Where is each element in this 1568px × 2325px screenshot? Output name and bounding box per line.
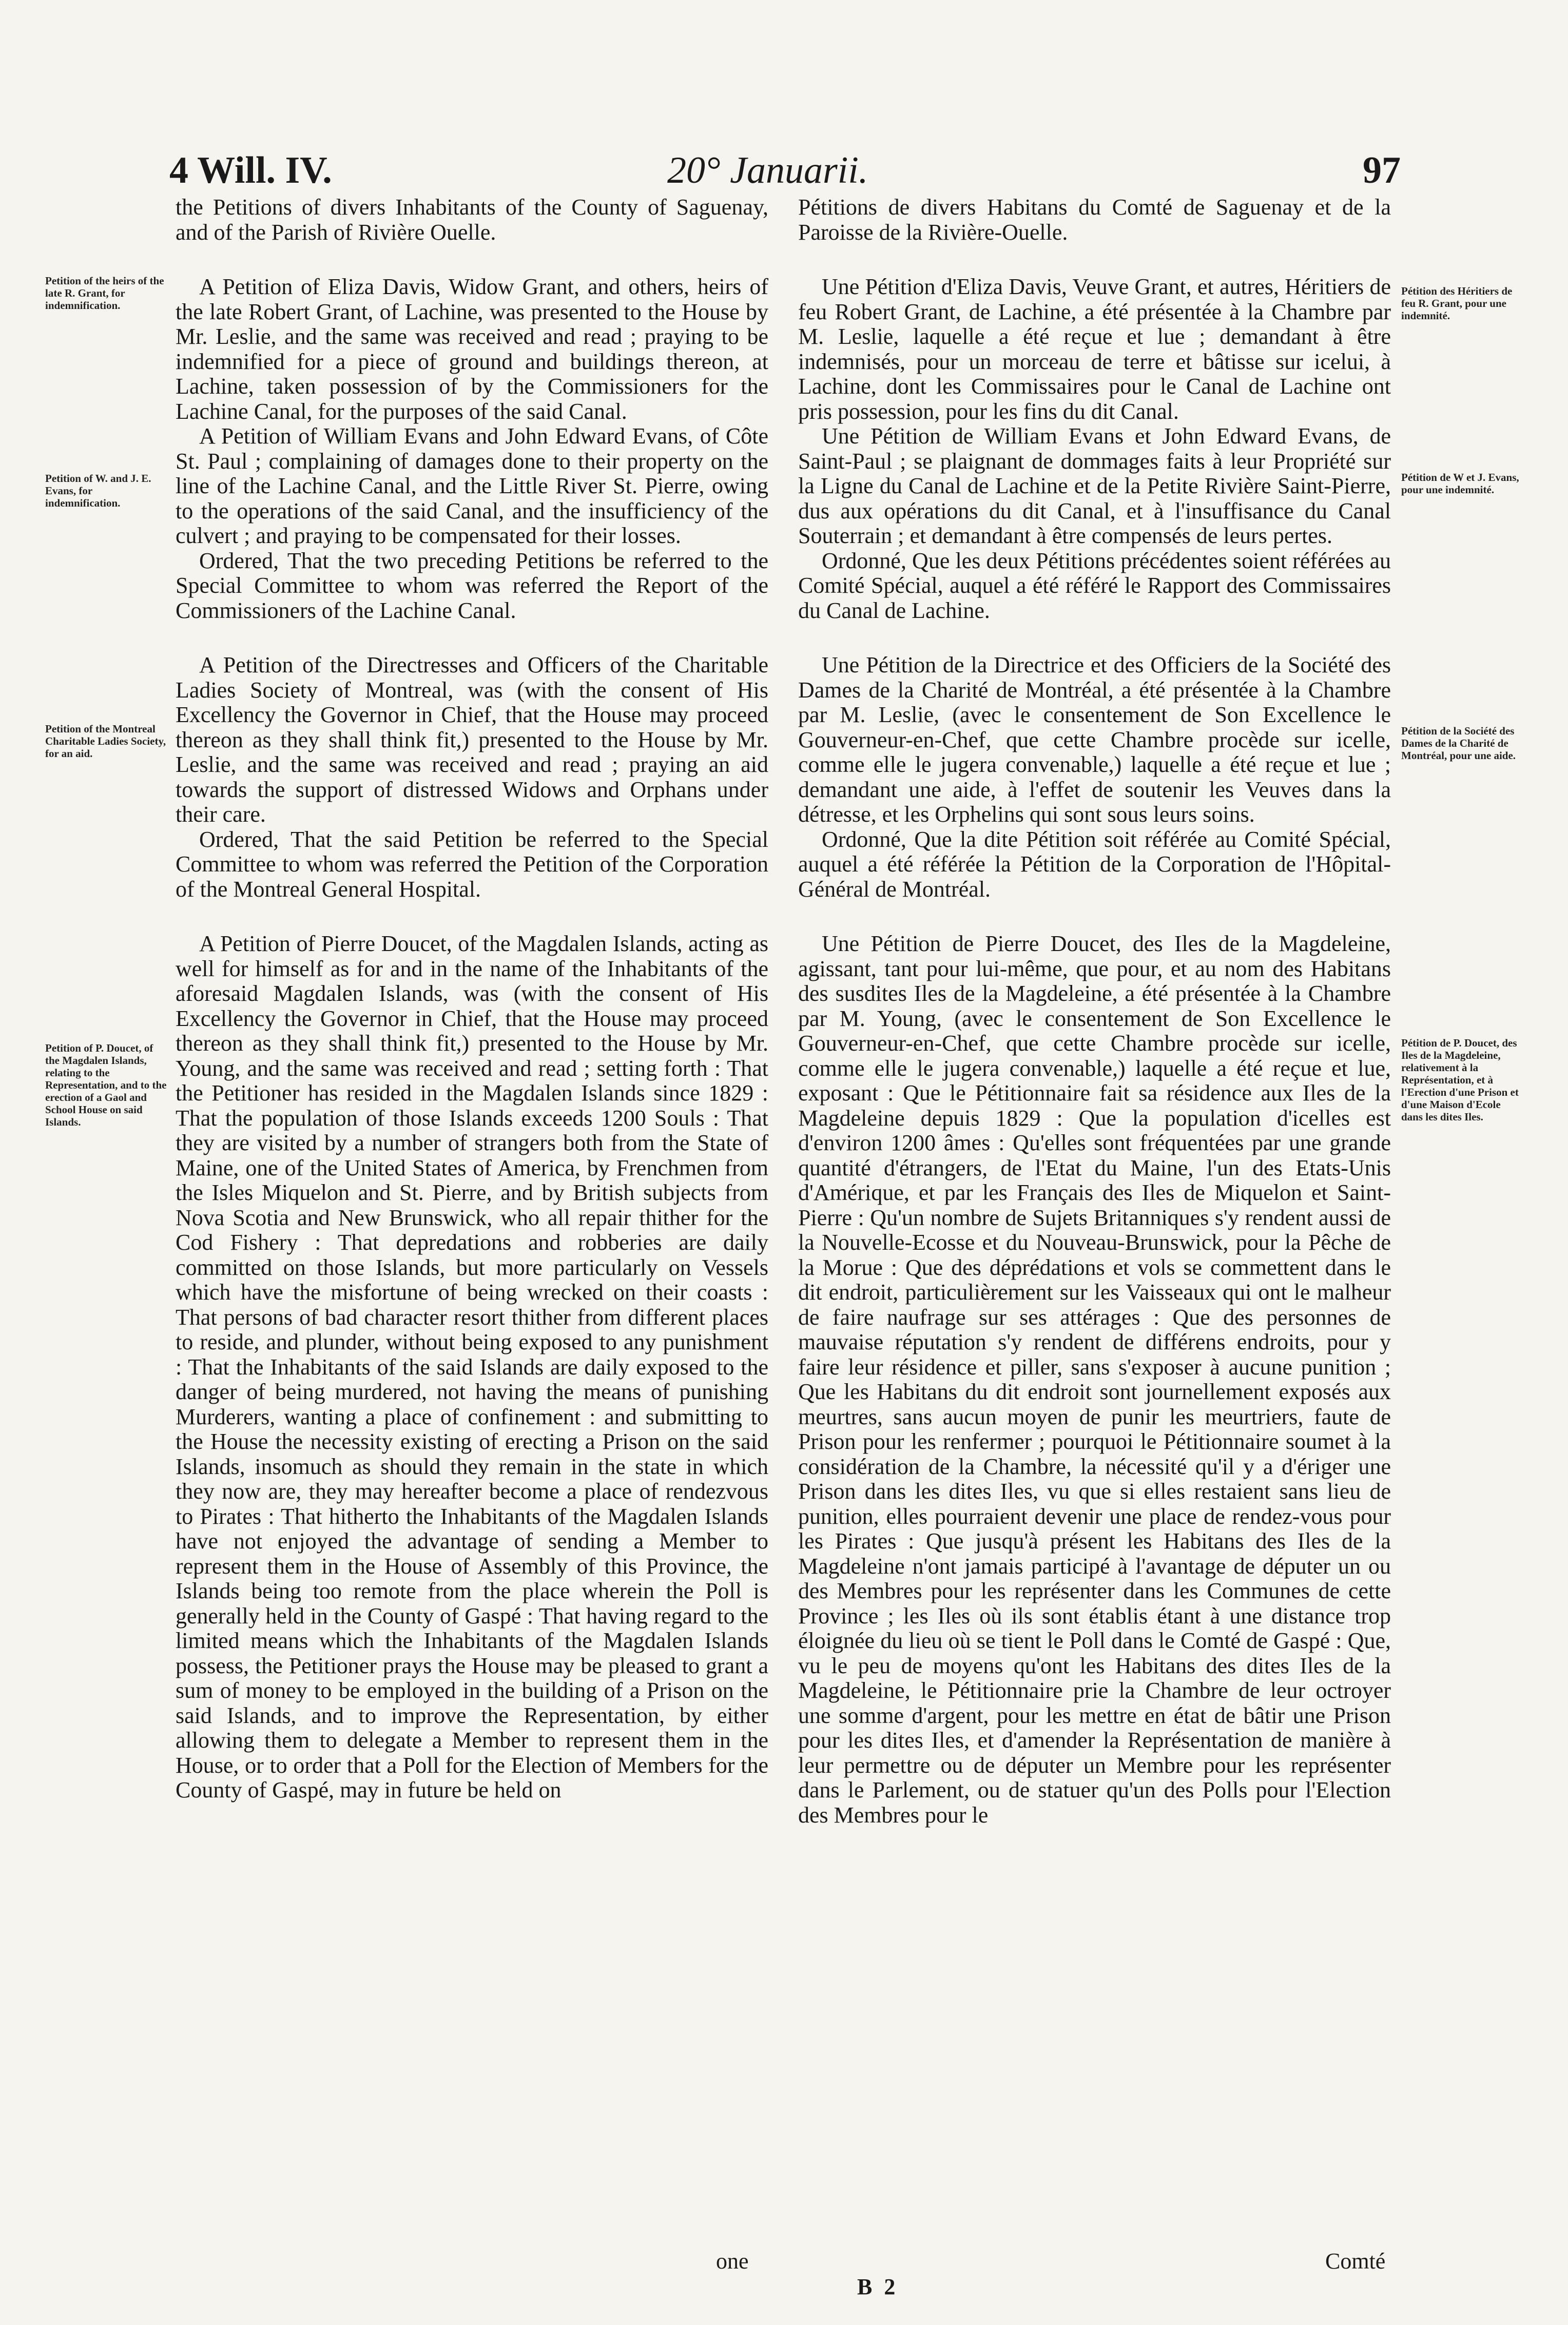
en-paragraph-evans-petition: A Petition of William Evans and John Edward Evans, of Côte St. Paul ; complaining of damages done to their property on the line of the Lachine Canal, and the Little River St. Pierre, owing to the operations of the said Canal, and the insufficiency of the culvert ; and praying to be compensated for their losses. [176,423,768,548]
margin-note-en-grant: Petition of the heirs of the late R. Grant, for indemnification. [45,275,164,312]
french-column [798,195,1391,1828]
fr-paragraph-order-hospital: Ordonné, Que la dite Pétition soit référée au Comité Spécial, auquel a été référée la Pétition de la Corporation de l'Hôpital-Général de Montréal. [798,826,1391,902]
en-paragraph-ladies-society: A Petition of the Directresses and Officers of the Charitable Ladies Society of Montreal, was (with the consent of His Excellency the Governor in Chief, that the House may proceed thereon as they shall think fit,) presented to the House by Mr. Leslie, and the same was received and read ; praying an aid towards the support of distressed Widows and Orphans under their care. [176,652,768,827]
catchword-en: one [716,2249,749,2274]
en-paragraph-saguenay: the Petitions of divers Inhabitants of the County of Saguenay, and of the Parish of Rivière Ouelle. [176,195,768,245]
margin-note-fr-evans: Pétition de W et J. Evans, pour une indemnité. [1401,471,1519,496]
margin-note-en-doucet: Petition of P. Doucet, of the Magdalen Islands, relating to the Representation, and to the erection of a Gaol and School House on said Islands. [45,1042,167,1128]
page-number: 97 [1363,149,1401,191]
margin-note-en-evans: Petition of W. and J. E. Evans, for indemnification. [45,472,151,509]
regnal-year: 4 Will. IV. [169,149,332,191]
en-paragraph-grant-petition: A Petition of Eliza Davis, Widow Grant, and others, heirs of the late Robert Grant, of Lachine, was presented to the House by Mr. Leslie, and the same was received and read ; praying to be indemnified for a piece of ground and buildings thereon, at Lachine, taken possession of by the Commissioners for the Lachine Canal, for the purposes of the said Canal. [176,274,768,424]
fr-paragraph-order-lachine: Ordonné, Que les deux Pétitions précédentes soient référées au Comité Spécial, auquel a été référé le Rapport des Commissaires du Canal de Lachine. [798,548,1391,623]
margin-note-fr-ladies-society: Pétition de la Société des Dames de la Charité de Montréal, pour une aide. [1401,725,1516,762]
margin-note-fr-grant: Pétition des Héritiers de feu R. Grant, pour une indemnité. [1401,285,1513,322]
catchword-fr: Comté [1325,2249,1386,2274]
fr-paragraph-saguenay: Pétitions de divers Habitans du Comté de Saguenay et de la Paroisse de la Rivière-Ouelle. [798,195,1391,245]
margin-note-fr-doucet: Pétition de P. Doucet, des Iles de la Magdeleine, relativement à la Représentation, et à l'Erection d'une Prison et d'une Maison d'Ecole dans les dites Iles. [1401,1037,1519,1123]
en-paragraph-doucet-petition: A Petition of Pierre Doucet, of the Magdalen Islands, acting as well for himself as for and in the name of the Inhabitants of the aforesaid Magdalen Islands, was (with the consent of His Excellency the Governor in Chief, that the House may proceed thereon as they shall think fit,) presented to the House by Mr. Young, and the same was received and read ; setting forth : That the Petitioner has resided in the Magdalen Islands since 1829 : That the population of those Islands exceeds 1200 Souls : That they are visited by a number of strangers both from the State of Maine, one of the United States of America, by Frenchmen from the Isles Miquelon and St. Pierre, and by British subjects from Nova Scotia and New Brunswick, who all repair thither for the Cod Fishery : That depredations and robberies are daily committed on those Islands, but more particularly on Vessels which have the misfortune of being wrecked on their coasts : That persons of bad character resort thither from different places to reside, and plunder, without being exposed to any punishment : That the Inhabitants of the said Islands are daily exposed to the danger of being murdered, not having the means of punishing Murderers, wanting a place of confinement : and submitting to the House the necessity existing of erecting a Prison on the said Islands, insomuch as should they remain in the state in which they now are, they may hereafter become a place of rendezvous to Pirates : That hitherto the Inhabitants of the Magdalen Islands have not enjoyed the advantage of sending a Member to represent them in the House of Assembly of this Province, the Islands being too remote from the place wherein the Poll is generally held in the County of Gaspé : That having regard to the limited means which the Inhabitants of the Magdalen Islands possess, the Petitioner prays the House may be pleased to grant a sum of money to be employed in the building of a Prison on the said Islands, and to improve the Representation, by either allowing them to delegate a Member to represent them in the House, or to order that a Poll for the Election of Members for the County of Gaspé, may in future be held on [176,931,768,1803]
fr-paragraph-evans-petition: Une Pétition de William Evans et John Edward Evans, de Saint-Paul ; se plaignant de dommages faits à leur Propriété sur la Ligne du Canal de Lachine et de la Petite Rivière Saint-Pierre, dus aux opérations du dit Canal, et à l'insuffisance du Canal Souterrain ; et demandant à être compensés de leurs pertes. [798,423,1391,548]
en-paragraph-order-lachine: Ordered, That the two preceding Petitions be referred to the Special Committee to whom was referred the Report of the Commissioners of the Lachine Canal. [176,548,768,623]
english-column [176,195,768,1803]
fr-paragraph-doucet-petition: Une Pétition de Pierre Doucet, des Iles de la Magdeleine, agissant, tant pour lui-même, que pour, et au nom des Habitans des susdites Iles de la Magdeleine, a été présentée à la Chambre par M. Young, (avec le consentement de Son Excellence le Gouverneur-en-Chef, que cette Chambre procède sur icelle, comme elle le jugera convenable,) laquelle a été reçue et lue, exposant : Que le Pétitionnaire fait sa résidence aux Iles de la Magdeleine depuis 1829 : Que la population d'icelles est d'environ 1200 âmes : Qu'elles sont fréquentées par une grande quantité d'étrangers, de l'Etat du Maine, l'un des Etats-Unis d'Amérique, et par les Français des Iles de Miquelon et Saint-Pierre : Qu'un nombre de Sujets Britanniques s'y rendent aussi de la Nouvelle-Ecosse et du Nouveau-Brunswick, pour la Pêche de la Morue : Que des déprédations et vols se commettent dans le dit endroit, particulièrement sur les Vaisseaux qui ont le malheur de faire naufrage sur ses attérages : Que des personnes de mauvaise réputation s'y rendent de différens endroits, pour y faire leur résidence et piller, sans s'exposer à aucune punition ; Que les Habitans du dit endroit sont journellement exposés aux meurtres, sans aucun moyen de punir les meurtriers, faute de Prison pour les renfermer ; pourquoi le Pétitionnaire soumet à la considération de la Chambre, la nécessité qu'il y a d'ériger une Prison dans les dites Iles, vu que si elles restaient sans lieu de punition, elles pourraient devenir une place de rendez-vous pour les Pirates : Que jusqu'à présent les Habitans des Iles de la Magdeleine n'ont jamais participé à l'avantage de députer un ou des Membres pour les représenter dans les Communes de cette Province ; les Iles où ils sont établis étant à une distance trop éloignée du lieu où se tient le Poll dans le Comté de Gaspé : Que, vu le peu de moyens qu'ont les Habitans des dites Iles de la Magdeleine, le Pétitionnaire prie la Chambre de leur octroyer une somme d'argent, pour les mettre en état de bâtir une Prison pour les dites Iles, et d'amender la Représentation de manière à leur permettre ou de députer un Membre pour les représenter dans le Parlement, ou de statuer qu'un des Polls pour l'Election des Membres pour le [798,931,1391,1828]
signature-mark: B 2 [857,2274,899,2299]
en-paragraph-order-hospital: Ordered, That the said Petition be referred to the Special Committee to whom was referred the Petition of the Corporation of the Montreal General Hospital. [176,826,768,902]
fr-paragraph-ladies-society: Une Pétition de la Directrice et des Officiers de la Société des Dames de la Charité de Montréal, a été présentée à la Chambre par M. Leslie, (avec le consentement de Son Excellence le Gouverneur-en-Chef, que cette Chambre procède sur icelle, comme elle le jugera convenable,) laquelle a été reçue et lue ; demandant une aide, à l'effet de soutenir les Veuves dans la détresse, et les Orphelins qui sont sous leurs soins. [798,652,1391,827]
session-date: 20° Januarii. [667,149,868,191]
fr-paragraph-grant-petition: Une Pétition d'Eliza Davis, Veuve Grant, et autres, Héritiers de feu Robert Grant, de Lachine, a été présentée à la Chambre par M. Leslie, laquelle a été reçue et lue ; demandant à être indemnisés, pour un morceau de terre et bâtisse sur icelui, à Lachine, dont les Commissaires pour le Canal de Lachine ont pris possession, pour les fins du dit Canal. [798,274,1391,424]
margin-note-en-ladies-society: Petition of the Montreal Charitable Ladies Society, for an aid. [45,723,166,760]
